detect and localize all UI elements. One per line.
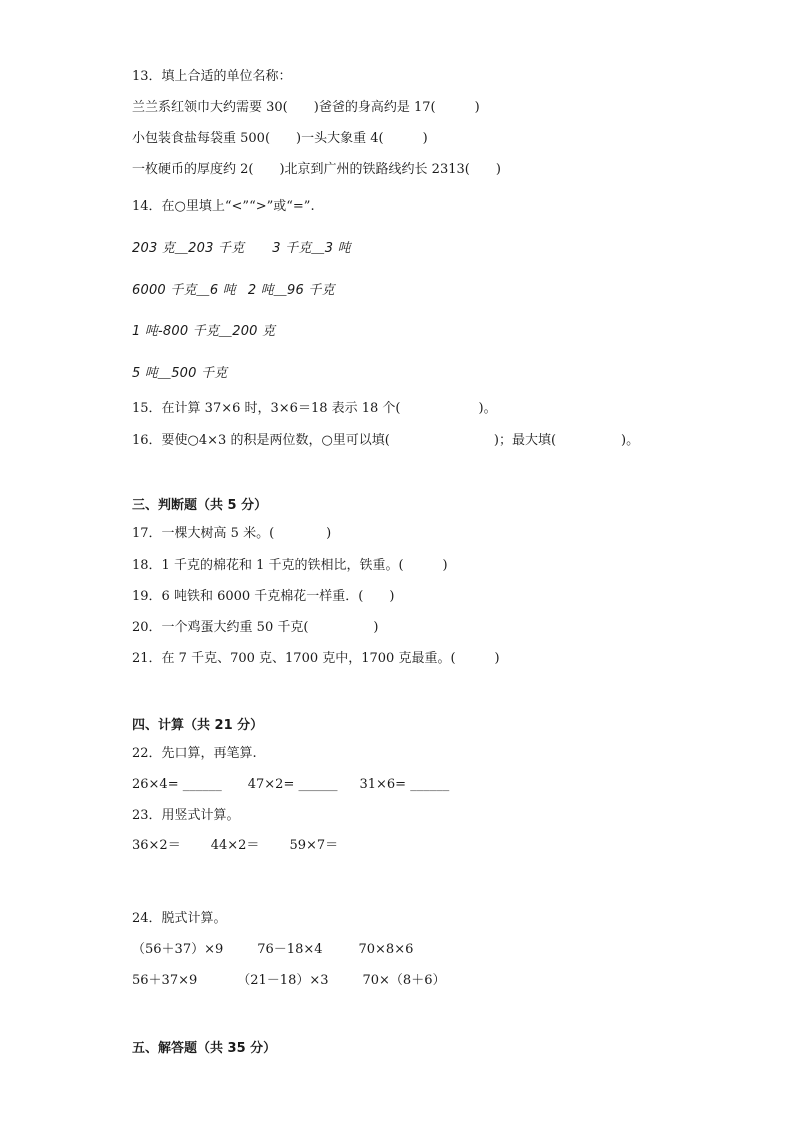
q13-line-1: 兰兰系红领巾大约需要 30( )爸爸的身高约是 17( ) xyxy=(132,100,480,115)
q16: 16．要使○4×3 的积是两位数，○里可以填( )；最大填( )。 xyxy=(132,433,640,448)
q24-problem-1: （56＋37）×9 xyxy=(132,942,224,957)
q22-problem-1: 26×4= ______ xyxy=(132,777,222,792)
q17: 17．一棵大树高 5 米。( ) xyxy=(132,526,332,541)
section-4-title: 四、计算（共 21 分） xyxy=(132,718,264,733)
q24-problem-2: 76－18×4 xyxy=(257,942,323,957)
q24-row-2 xyxy=(132,972,445,990)
q22: 22．先口算，再笔算. xyxy=(132,746,257,761)
q20: 20．一个鸡蛋大约重 50 千克( ) xyxy=(132,620,379,635)
q14-compare-2: 3 千克＿3 吨 xyxy=(272,241,351,256)
section-5-title: 五、解答题（共 35 分） xyxy=(132,1041,277,1056)
q19: 19．6 吨铁和 6000 千克棉花一样重．( ) xyxy=(132,589,395,604)
q14-row-4: 5 吨＿500 千克 xyxy=(132,366,228,381)
q22-problems xyxy=(132,776,449,794)
q14-compare-3: 6000 千克＿6 吨 xyxy=(132,283,236,298)
q13-title: 13．填上合适的单位名称： xyxy=(132,69,292,84)
q24-problem-5: （21－18）×3 xyxy=(237,973,329,988)
q23-problems xyxy=(132,837,338,855)
q24: 24．脱式计算。 xyxy=(132,911,227,926)
q21: 21．在 7 千克、700 克、1700 克中，1700 克最重。( ) xyxy=(132,651,500,666)
q23-problem-3: 59×7＝ xyxy=(289,838,339,853)
q24-problem-4: 56＋37×9 xyxy=(132,973,198,988)
q14-row-3: 1 吨-800 千克＿200 克 xyxy=(132,324,276,339)
q23: 23．用竖式计算。 xyxy=(132,808,240,823)
q24-problem-6: 70×（8＋6） xyxy=(362,973,446,988)
q13-line-2: 小包装食盐每袋重 500( )一头大象重 4( ) xyxy=(132,131,428,146)
q18: 18．1 千克的棉花和 1 千克的铁相比，铁重。( ) xyxy=(132,558,448,573)
q14-row-1 xyxy=(132,240,351,258)
q23-problem-1: 36×2＝ xyxy=(132,838,181,853)
q22-problem-2: 47×2= ______ xyxy=(247,777,338,792)
q14-compare-4: 2 吨＿96 千克 xyxy=(247,283,335,298)
q15: 15．在计算 37×6 时，3×6＝18 表示 18 个( )。 xyxy=(132,401,497,416)
section-3-title: 三、判断题（共 5 分） xyxy=(132,498,268,513)
q14-row-2 xyxy=(132,282,335,300)
q24-problem-3: 70×8×6 xyxy=(358,942,414,957)
q14-compare-1: 203 克＿203 千克 xyxy=(132,241,245,256)
q22-problem-3: 31×6= ______ xyxy=(359,777,450,792)
q14-title: 14．在○里填上“<”“>”或“=”. xyxy=(132,199,315,214)
q24-row-1 xyxy=(132,941,413,959)
q23-problem-2: 44×2＝ xyxy=(210,838,260,853)
q13-line-3: 一枚硬币的厚度约 2( )北京到广州的铁路线约长 2313( ) xyxy=(132,162,501,177)
